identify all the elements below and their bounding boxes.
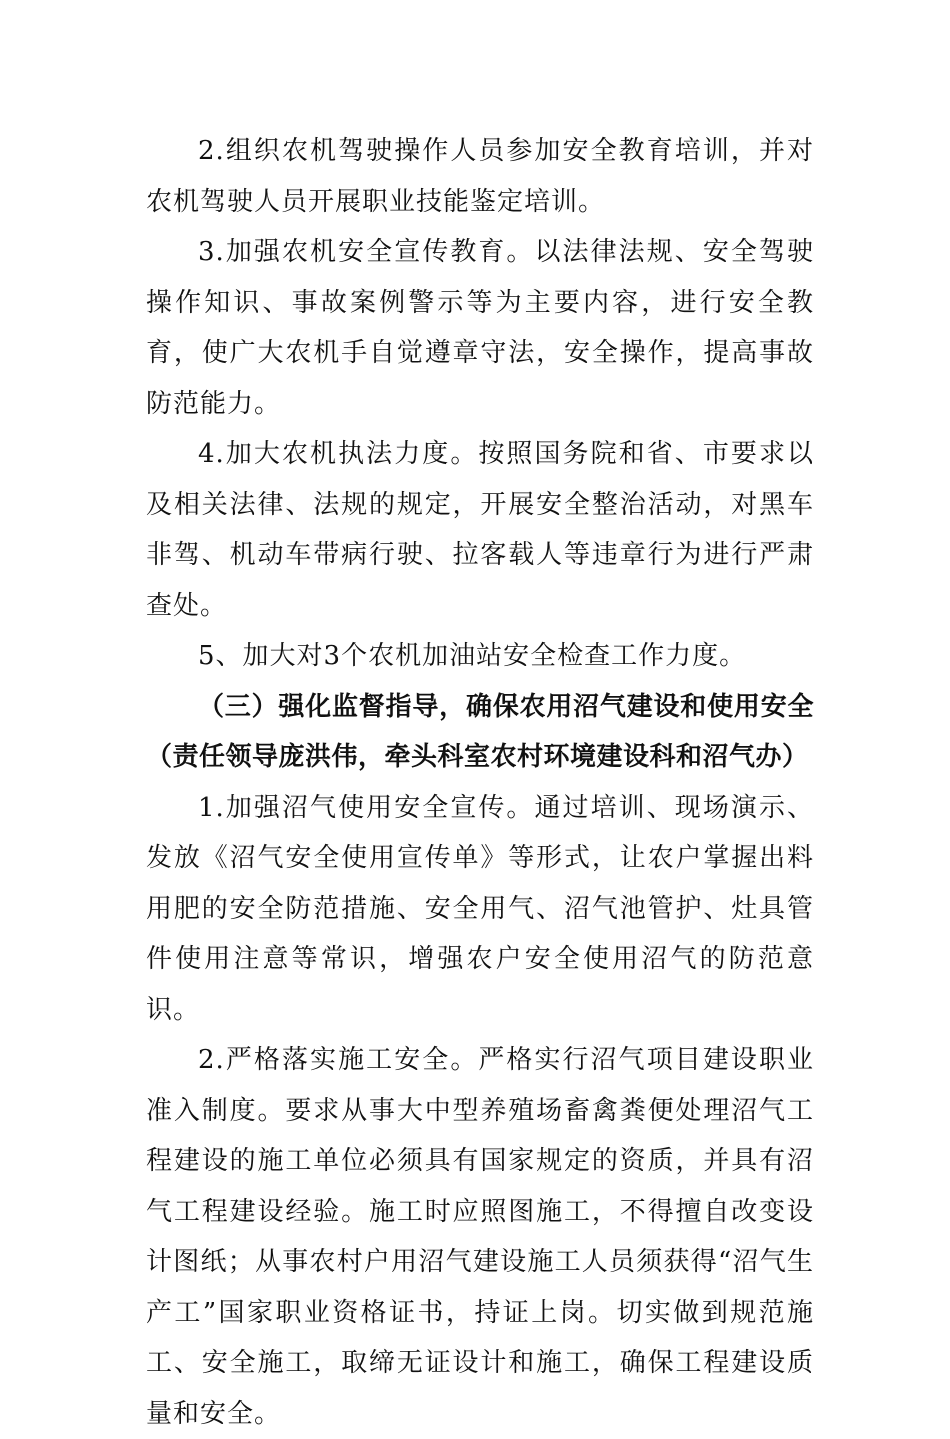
paragraph-biogas-publicity: 1.加强沼气使用安全宣传。通过培训、现场演示、发放《沼气安全使用宣传单》等形式，让农户掌握出料用肥的安全防范措施、安全用气、沼气池管护、灶具管件使用注意等常识，增强农户安全使用沼气的防范意识。 xyxy=(146,792,814,1025)
paragraph-enforcement: 4.加大农机执法力度。按照国务院和省、市要求以及相关法律、法规的规定，开展安全整治活动，对黑车非驾、机动车带病行驶、拉客载人等违章行为进行严肃查处。 xyxy=(146,439,814,621)
section-heading-biogas: （三）强化监督指导，确保农用沼气建设和使用安全（责任领导庞洪伟，牵头科室农村环境建设科和沼气办） xyxy=(146,691,814,772)
paragraph-publicity: 3.加强农机安全宣传教育。以法律法规、安全驾驶操作知识、事故案例警示等为主要内容，进行安全教育，使广大农机手自觉遵章守法，安全操作，提高事故防范能力。 xyxy=(146,237,814,419)
paragraph-training: 2.组织农机驾驶操作人员参加安全教育培训，并对农机驾驶人员开展职业技能鉴定培训。 xyxy=(146,136,814,217)
document-page xyxy=(146,126,814,1439)
paragraph-construction-safety: 2.严格落实施工安全。严格实行沼气项目建设职业准入制度。要求从事大中型养殖场畜禽粪便处理沼气工程建设的施工单位必须具有国家规定的资质，并具有沼气工程建设经验。施工时应照图施工，不得擅自改变设计图纸；从事农村户用沼气建设施工人员须获得“沼气生产工”国家职业资格证书，持证上岗。切实做到规范施工、安全施工，取缔无证设计和施工，确保工程建设质量和安全。 xyxy=(146,1045,814,1429)
paragraph-gas-station: 5、加大对3个农机加油站安全检查工作力度。 xyxy=(198,641,747,671)
